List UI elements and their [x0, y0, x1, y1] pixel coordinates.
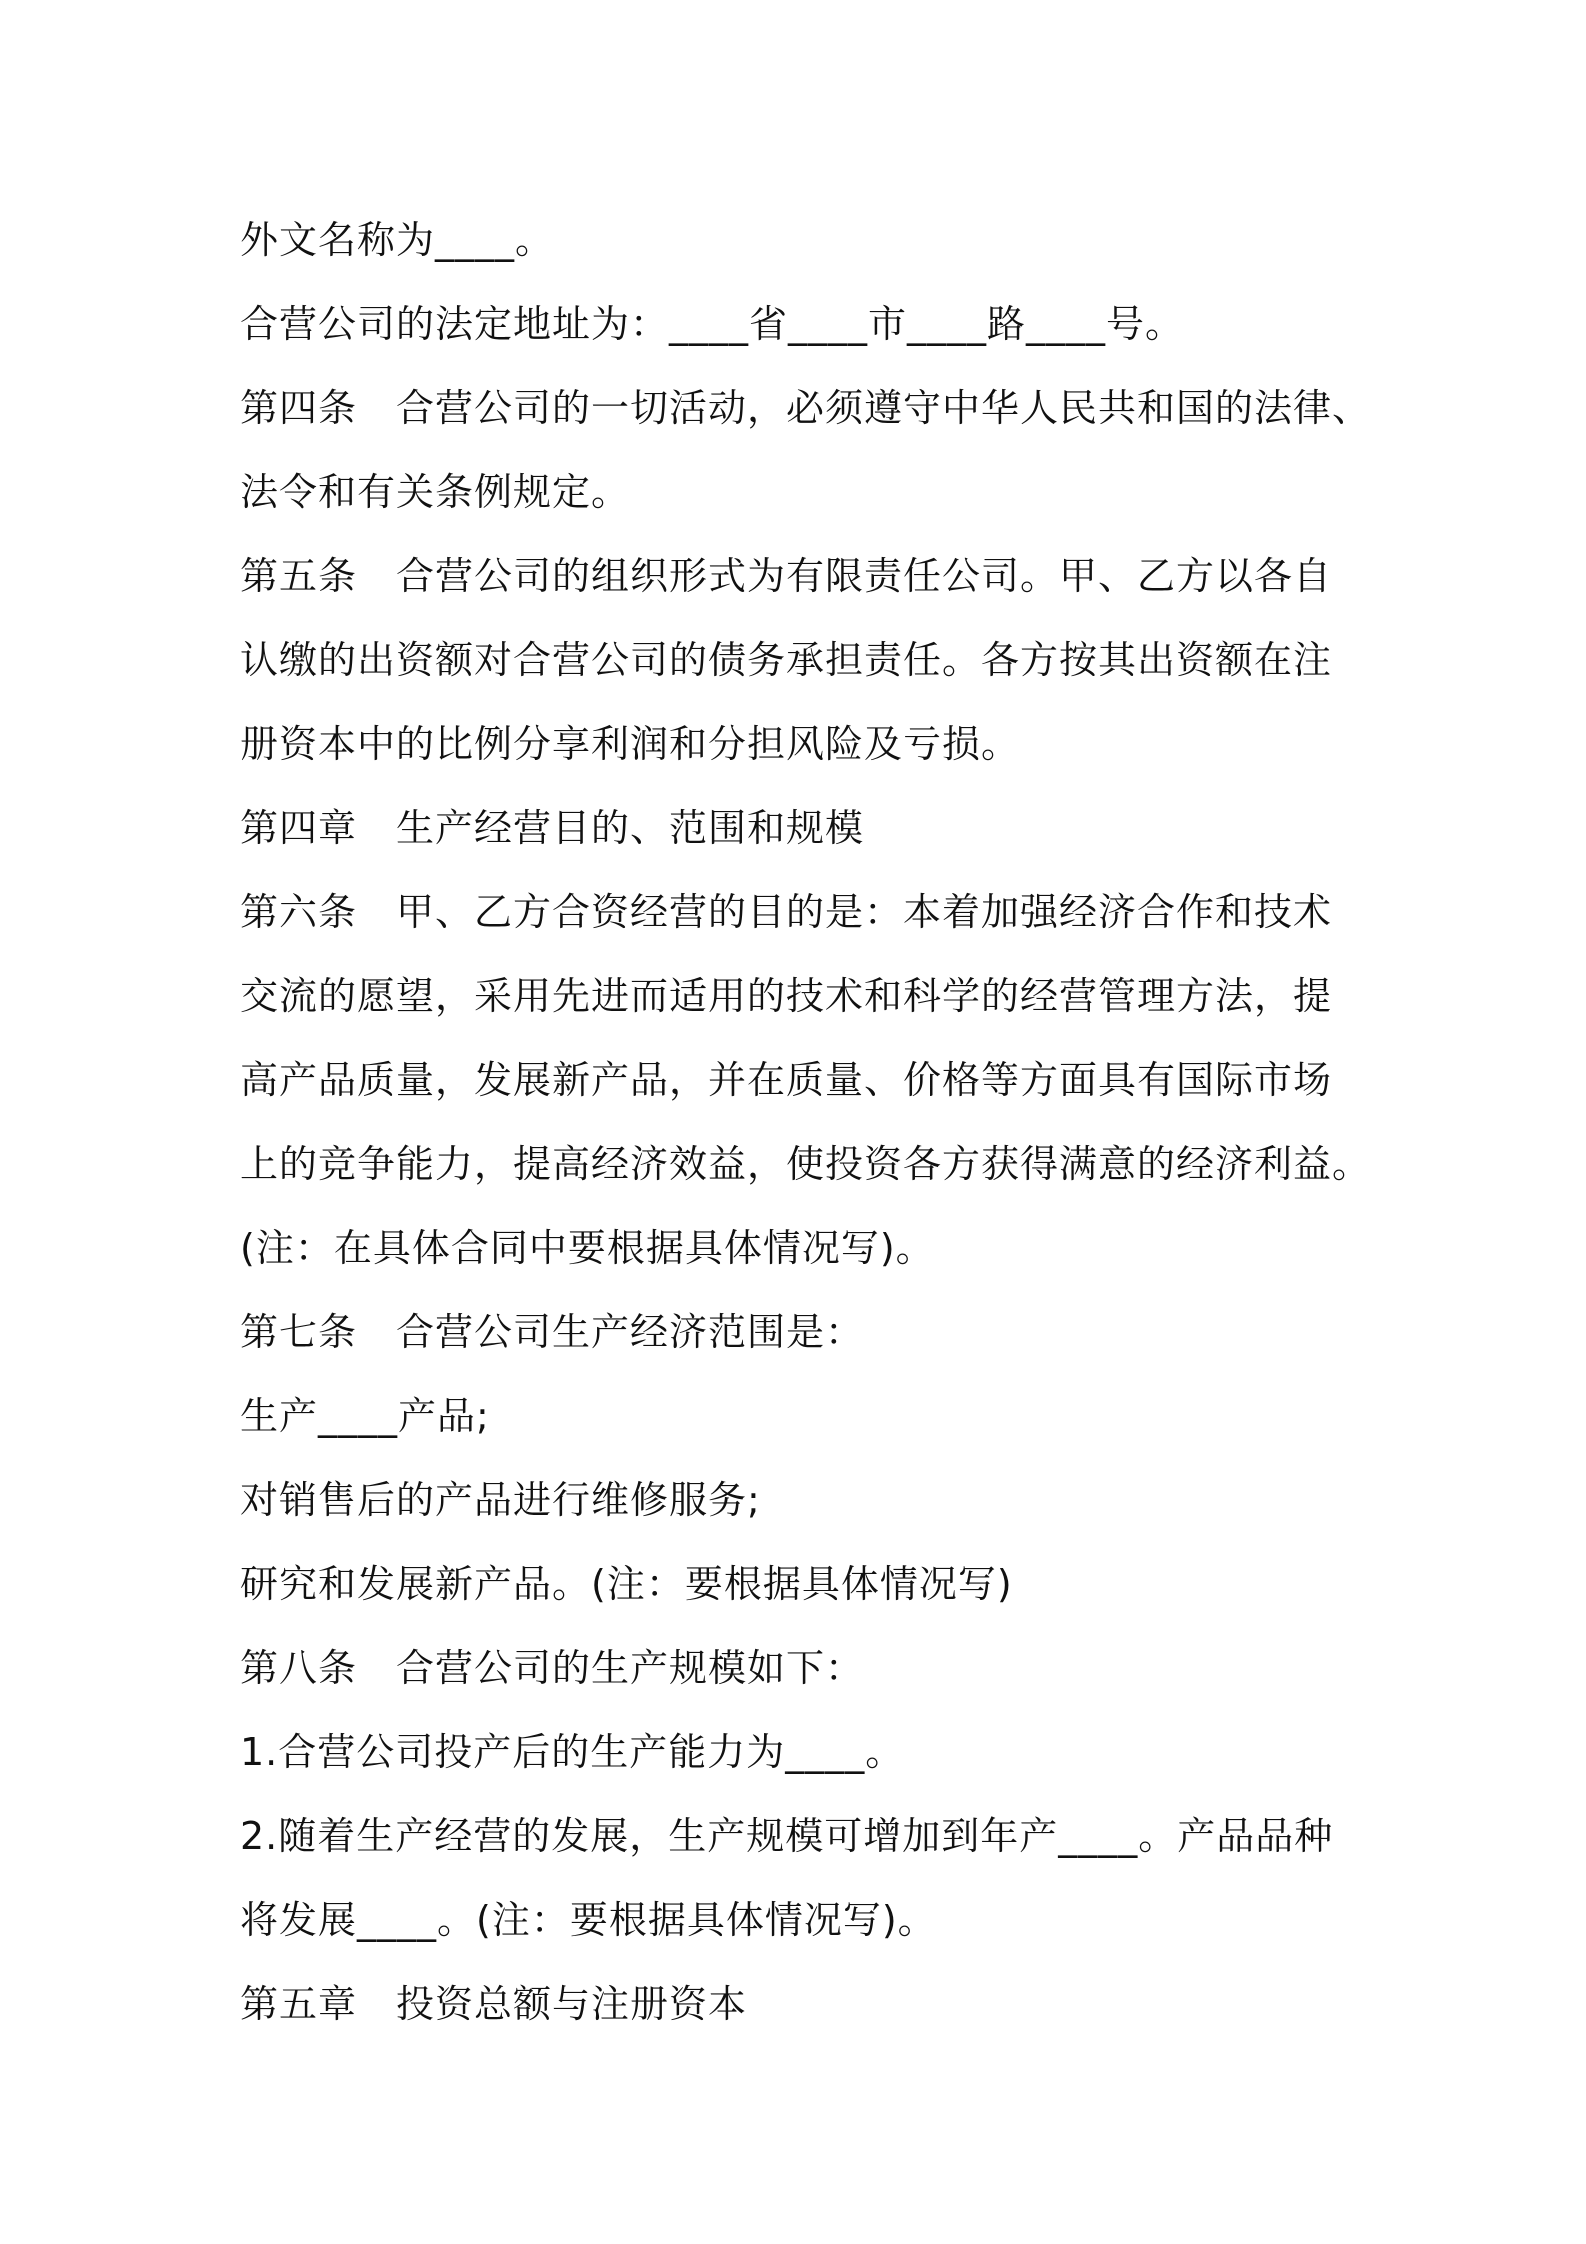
list-item: 1.合营公司投产后的生产能力为____。 — [240, 1730, 905, 1774]
text-line: 交流的愿望，采用先进而适用的技术和科学的经营管理方法，提 — [240, 974, 1333, 1018]
chapter-4-title: 第四章 生产经营目的、范围和规模 — [240, 806, 865, 850]
text-line: 认缴的出资额对合营公司的债务承担责任。各方按其出资额在注 — [240, 638, 1333, 682]
article-8-heading: 第八条 合营公司的生产规模如下： — [240, 1646, 865, 1690]
text-line: 外文名称为____。 — [240, 218, 555, 262]
text-line: 法令和有关条例规定。 — [240, 470, 631, 514]
chapter-5-title: 第五章 投资总额与注册资本 — [240, 1982, 748, 2026]
document-page — [240, 198, 1370, 2046]
article-6-heading: 第六条 甲、乙方合资经营的目的是：本着加强经济合作和技术 — [240, 890, 1333, 934]
text-line: 对销售后的产品进行维修服务; — [240, 1478, 761, 1522]
note-line: (注：在具体合同中要根据具体情况写)。 — [240, 1226, 935, 1270]
article-5-heading: 第五条 合营公司的组织形式为有限责任公司。甲、乙方以各自 — [240, 554, 1333, 598]
article-7-heading: 第七条 合营公司生产经济范围是： — [240, 1310, 865, 1354]
text-line: 高产品质量，发展新产品，并在质量、价格等方面具有国际市场 — [240, 1058, 1333, 1102]
text-line: 册资本中的比例分享利润和分担风险及亏损。 — [240, 722, 1021, 766]
text-line: 合营公司的法定地址为：____省____市____路____号。 — [240, 302, 1185, 346]
text-line: 将发展____。(注：要根据具体情况写)。 — [240, 1898, 937, 1942]
text-line: 生产____产品; — [240, 1394, 490, 1438]
text-line: 研究和发展新产品。(注：要根据具体情况写) — [240, 1562, 1013, 1606]
text-line: 上的竞争能力，提高经济效益，使投资各方获得满意的经济利益。 — [240, 1142, 1372, 1186]
article-4-heading: 第四条 合营公司的一切活动，必须遵守中华人民共和国的法律、 — [240, 386, 1372, 430]
list-item: 2.随着生产经营的发展，生产规模可增加到年产____。产品品种 — [240, 1814, 1334, 1858]
